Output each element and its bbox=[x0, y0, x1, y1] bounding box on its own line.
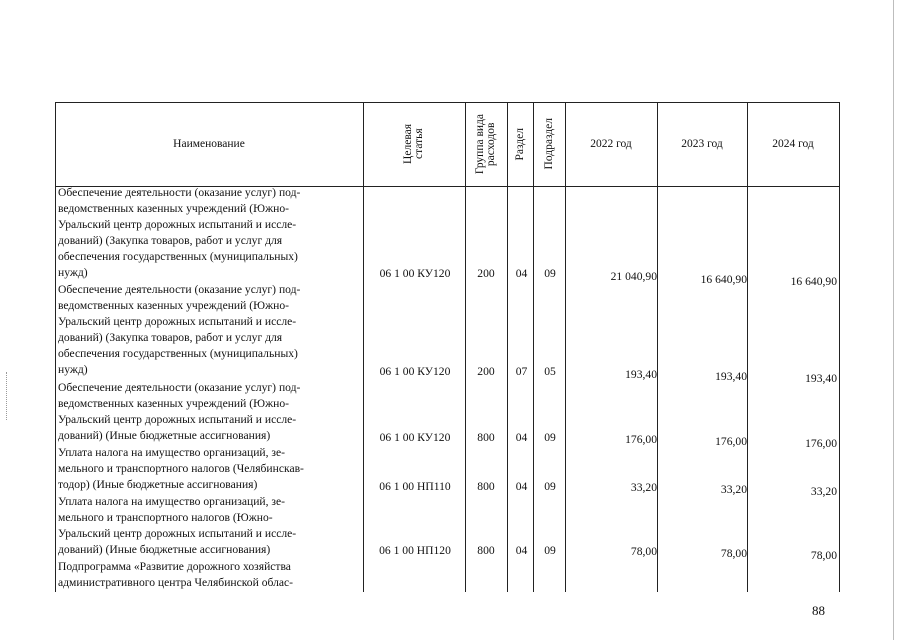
page-number: 88 bbox=[812, 603, 825, 618]
margin-mark bbox=[6, 372, 8, 420]
row-value-2024: 193,40 bbox=[805, 372, 837, 385]
header-year-2024-label: 2024 год bbox=[772, 138, 814, 150]
row-target-article: 06 1 00 КУ120 bbox=[379, 365, 451, 378]
row-value-2022: 193,40 bbox=[625, 368, 657, 381]
row-subsection: 09 bbox=[544, 480, 556, 493]
row-name: Уплата налога на имущество организаций, зе- мельного и транспортного налогов (Челябинскав- тодор) (Иные бюджетные ассигнования) bbox=[58, 446, 304, 492]
row-value-2023: 16 640,90 bbox=[700, 273, 747, 286]
row-subsection: 05 bbox=[544, 365, 556, 378]
header-section-label: Раздел bbox=[513, 127, 526, 161]
row-expense-group: 800 bbox=[477, 431, 495, 444]
row-name: Уплата налога на имущество организаций, зе- мельного и транспортного налогов (Южно- Уральский центр дорожных испытаний и иссле- дований) (Иные бюджетные ассигнования) bbox=[58, 495, 297, 557]
row-section: 04 bbox=[515, 544, 528, 557]
header-target-article bbox=[363, 102, 465, 186]
header-year-2024 bbox=[747, 102, 839, 186]
row-subsection: 09 bbox=[544, 431, 556, 444]
row-section: 04 bbox=[515, 267, 528, 280]
row-expense-group: 200 bbox=[477, 267, 495, 280]
header-expense-group bbox=[465, 102, 507, 186]
row-value-2023: 193,40 bbox=[715, 370, 747, 383]
row-value-2024: 78,00 bbox=[810, 549, 837, 562]
header-year-2023 bbox=[657, 102, 747, 186]
row-name: Подпрограмма «Развитие дорожного хозяйства административного центра Челябинской облас- bbox=[58, 560, 294, 590]
row-value-2022: 33,20 bbox=[630, 481, 657, 494]
row-name: Обеспечение деятельности (оказание услуг) под- ведомственных казенных учреждений (Южно- Уральский центр дорожных испытаний и иссле- дований) (Закупка товаров, работ и услуг для обеспечения государственных (муниципальных) нужд) bbox=[58, 283, 301, 377]
row-name: Обеспечение деятельности (оказание услуг) под- ведомственных казенных учреждений (Южно- Уральский центр дорожных испытаний и иссле- дований) (Иные бюджетные ассигнования) bbox=[58, 381, 301, 443]
row-expense-group: 800 bbox=[477, 480, 495, 493]
row-value-2024: 33,20 bbox=[810, 485, 837, 498]
page-edge-line bbox=[893, 0, 894, 640]
row-subsection: 09 bbox=[544, 267, 556, 280]
row-target-article: 06 1 00 НП120 bbox=[379, 544, 451, 557]
row-name: Обеспечение деятельности (оказание услуг) под- ведомственных казенных учреждений (Южно- Уральский центр дорожных испытаний и иссле- дований) (Закупка товаров, работ и услуг для обеспечения государственных (муниципальных) нужд) bbox=[58, 186, 301, 280]
header-year-2022 bbox=[565, 102, 657, 186]
row-target-article: 06 1 00 КУ120 bbox=[379, 267, 451, 280]
row-value-2022: 21 040,90 bbox=[610, 270, 657, 283]
header-subsection bbox=[533, 102, 565, 186]
header-name-label: Наименование bbox=[173, 138, 245, 150]
row-value-2023: 176,00 bbox=[715, 435, 747, 448]
row-expense-group: 800 bbox=[477, 544, 495, 557]
header-subsection-label: Подраздел bbox=[542, 118, 555, 170]
row-expense-group: 200 bbox=[477, 365, 495, 378]
row-value-2023: 78,00 bbox=[720, 547, 747, 560]
header-expense-group-label: Группа вида расходов bbox=[474, 113, 497, 175]
header-year-2022-label: 2022 год bbox=[590, 138, 632, 150]
header-year-2023-label: 2023 год bbox=[681, 138, 723, 150]
row-value-2023: 33,20 bbox=[720, 483, 747, 496]
row-section: 07 bbox=[515, 365, 528, 378]
header-section bbox=[507, 102, 533, 186]
row-value-2024: 176,00 bbox=[805, 437, 837, 450]
row-target-article: 06 1 00 НП110 bbox=[379, 480, 451, 493]
header-name bbox=[55, 102, 363, 186]
header-target-article-label: Целевая статья bbox=[402, 124, 425, 164]
row-value-2022: 78,00 bbox=[630, 545, 657, 558]
row-target-article: 06 1 00 КУ120 bbox=[379, 431, 451, 444]
row-value-2024: 16 640,90 bbox=[790, 275, 837, 288]
row-section: 04 bbox=[515, 431, 528, 444]
row-section: 04 bbox=[515, 480, 528, 493]
col-border bbox=[839, 102, 840, 592]
row-subsection: 09 bbox=[544, 544, 556, 557]
row-value-2022: 176,00 bbox=[625, 433, 657, 446]
